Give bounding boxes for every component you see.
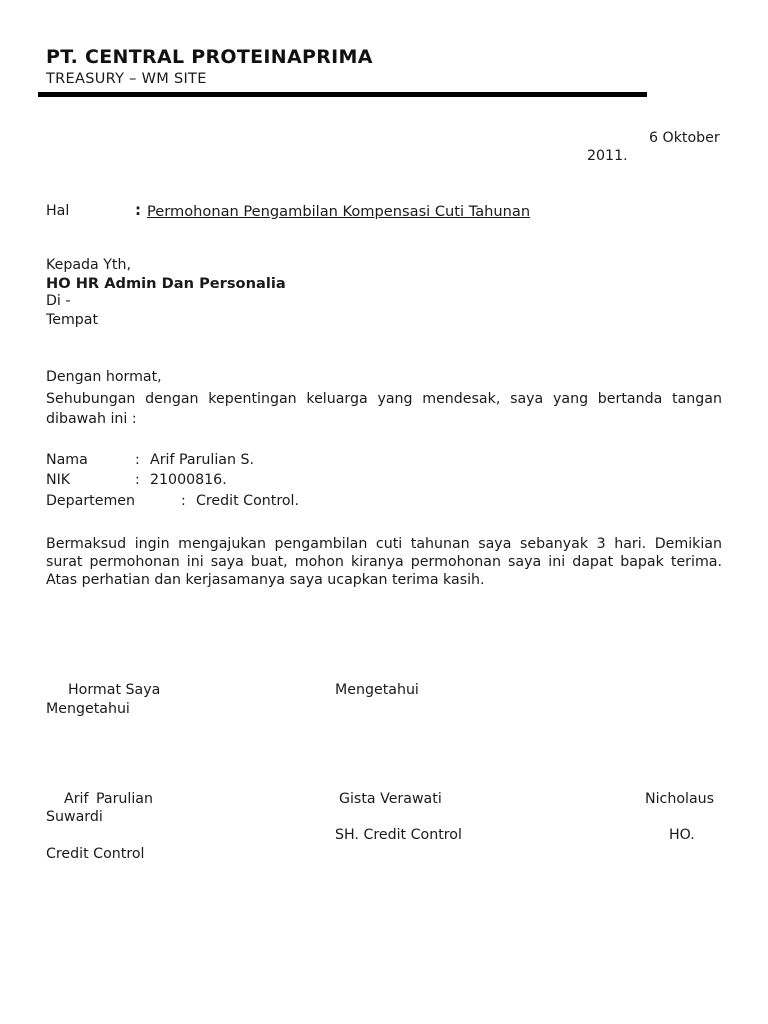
subject-label: Hal [46,203,70,219]
signatory-position-2: HO. [669,827,695,843]
signatory-position-1: SH. Credit Control [335,827,462,843]
nik-colon: : [135,472,140,488]
salutation: Dengan hormat, [46,369,162,385]
recipient-name: HO HR Admin Dan Personalia [46,275,286,292]
signatory-position-3: Credit Control [46,846,145,862]
nik-label: NIK [46,472,71,488]
nik-value: 21000816. [150,472,227,488]
header-rule [38,92,647,97]
company-name: PT. CENTRAL PROTEINAPRIMA [46,46,373,68]
signatory-name-2: Gista Verawati [339,791,442,807]
signatory-name-3-continued: Suwardi [46,809,103,825]
department-name: TREASURY – WM SITE [46,71,207,87]
closing-paragraph: Bermaksud ingin mengajukan pengambilan cuti tahunan saya sebanyak 3 hari. Demikian surat permohonan ini saya buat, mohon kiranya permohonan saya ini dapat bapak terima. Atas perhatian dan kerjasamanya saya ucapkan terima kasih. [46,536,722,588]
name-value: Arif Parulian S. [150,452,255,468]
subject-colon: : [135,201,141,219]
date-line-1: 6 Oktober [649,130,720,146]
signature-label-2: Mengetahui [335,682,419,698]
name-label: Nama [46,452,88,468]
department-value: Credit Control. [196,493,299,509]
department-colon: : [181,493,186,509]
recipient-line-4: Tempat [46,312,99,328]
intro-paragraph: Sehubungan dengan kepentingan keluarga yang mendesak, saya yang bertanda tangan dibawah ini : [46,391,722,427]
subject-text: Permohonan Pengambilan Kompensasi Cuti Tahunan [147,203,531,220]
signature-label-1: Hormat Saya [68,682,161,698]
department-label: Departemen [46,493,136,509]
recipient-greeting: Kepada Yth, [46,257,131,273]
date-line-2: 2011. [587,148,628,164]
name-colon: : [135,452,140,468]
signature-label-3: Mengetahui [46,701,130,717]
signatory-name-3: Nicholaus [645,791,715,807]
recipient-line-3: Di - [46,293,71,309]
signatory-name-1: Arif Parulian [64,791,153,807]
